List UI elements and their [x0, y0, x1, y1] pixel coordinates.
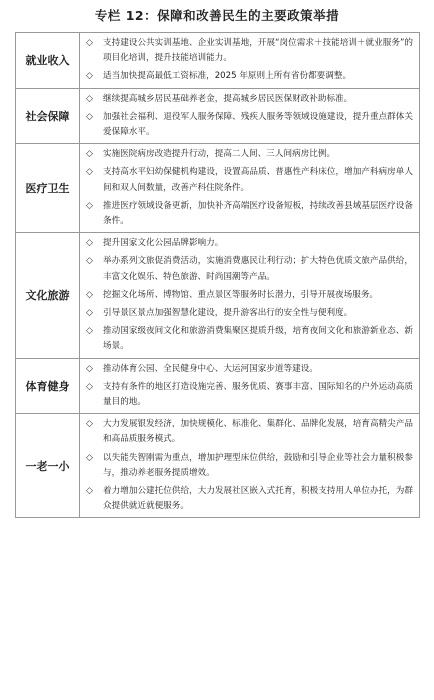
diamond-bullet-icon: ◇: [86, 381, 93, 392]
policy-item-text: 推动体育公园、全民健身中心、大运河国家步道等建设。: [103, 363, 318, 374]
policy-items: [80, 414, 420, 518]
diamond-bullet-icon: ◇: [86, 71, 93, 82]
policy-item-text: 支持建设公共实训基地、企业实训基地，开展“岗位需求＋技能培训＋就业服务”的项目化培训，提升技能培训能力。: [103, 38, 413, 64]
policy-row: [16, 233, 420, 358]
policy-item-text: 实施医院病房改造提升行动，提高二人间、三人间病房比例。: [103, 149, 336, 160]
policy-item-text: 举办系列文旅促消费活动，实施消费惠民让利行动；扩大特色优质文旅产品供给，丰富文化娱乐、特色旅游、时尚国潮等产品。: [103, 256, 413, 282]
policy-item-text: 引导景区景点加强智慧化建设，提升游客出行的安全性与便利度。: [103, 308, 353, 319]
diamond-bullet-icon: ◇: [86, 149, 93, 160]
diamond-bullet-icon: ◇: [86, 308, 93, 319]
policy-item: [86, 69, 413, 84]
policy-row: [16, 358, 420, 414]
policy-item: [86, 199, 413, 229]
policy-item-text: 以失能失智刚需为重点，增加护理型床位供给，鼓励和引导企业等社会力量积极参与，推动养老服务提质增效。: [103, 452, 413, 478]
diamond-bullet-icon: ◇: [86, 200, 93, 211]
policy-item-text: 推进医疗领域设备更新，加快补齐高端医疗设备短板，持续改善县域基层医疗设备条件。: [103, 200, 413, 227]
policy-item-text: 继续提高城乡居民基础养老金，提高城乡居民医保财政补助标准。: [103, 93, 353, 104]
policy-item: [86, 362, 413, 377]
policy-item: [86, 254, 413, 284]
policy-row: [16, 414, 420, 518]
policy-item: [86, 306, 413, 321]
diamond-bullet-icon: ◇: [86, 326, 93, 337]
policy-row: [16, 144, 420, 233]
category-label: 文化旅游: [16, 233, 80, 358]
diamond-bullet-icon: ◇: [86, 289, 93, 300]
policy-items: [80, 33, 420, 89]
policy-item-text: 大力发展银发经济，加快规模化、标准化、集群化、品牌化发展，培育高精尖产品和高品质服务模式。: [103, 419, 413, 445]
policy-row: [16, 88, 420, 144]
policy-items: [80, 144, 420, 233]
policy-item-text: 支持高水平妇幼保健机构建设，设置高品质、普惠性产科床位，增加产科病房单人间和双人间数量，改善产科住院条件。: [103, 167, 413, 193]
policy-item-text: 适当加快提高最低工资标准，2025 年原则上所有省份都要调整。: [103, 71, 352, 82]
policy-item-text: 挖掘文化场所、博物馆、重点景区等服务时长潜力，引导开展夜场服务。: [103, 289, 379, 300]
policy-item: [86, 36, 413, 66]
policy-item: [86, 165, 413, 195]
diamond-bullet-icon: ◇: [86, 486, 93, 497]
policy-item: [86, 110, 413, 140]
policy-item-text: 支持有条件的地区打造设施完善、服务优质、赛事丰富、国际知名的户外运动高质量目的地。: [103, 381, 413, 408]
policy-item: [86, 380, 413, 410]
category-label: 社会保障: [16, 88, 80, 144]
policy-item: [86, 451, 413, 481]
category-label: 医疗卫生: [16, 144, 80, 233]
diamond-bullet-icon: ◇: [86, 167, 93, 178]
policy-item: [86, 236, 413, 251]
diamond-bullet-icon: ◇: [86, 363, 93, 374]
policy-item-text: 推动国家级夜间文化和旅游消费集聚区提质升级，培育夜间文化和旅游新业态、新场景。: [103, 326, 413, 352]
diamond-bullet-icon: ◇: [86, 256, 93, 267]
policy-item-text: 加强社会福利、退役军人服务保障、残疾人服务等领域设施建设，提升重点群体关爱保障水平。: [103, 111, 413, 138]
diamond-bullet-icon: ◇: [86, 111, 93, 122]
diamond-bullet-icon: ◇: [86, 419, 93, 430]
policy-table: [15, 32, 420, 518]
category-label: 一老一小: [16, 414, 80, 518]
diamond-bullet-icon: ◇: [86, 238, 93, 249]
policy-item: [86, 288, 413, 303]
policy-item: [86, 92, 413, 107]
diamond-bullet-icon: ◇: [86, 93, 93, 104]
policy-item: [86, 147, 413, 162]
category-label: 体育健身: [16, 358, 80, 414]
policy-item: [86, 417, 413, 447]
policy-items: [80, 233, 420, 358]
diamond-bullet-icon: ◇: [86, 452, 93, 463]
policy-item-text: 提升国家文化公园品牌影响力。: [103, 238, 224, 249]
policy-items: [80, 88, 420, 144]
diamond-bullet-icon: ◇: [86, 38, 93, 48]
policy-items: [80, 358, 420, 414]
policy-item-text: 着力增加公建托位供给，大力发展社区嵌入式托育，积极支持用人单位办托，为群众提供就近就便服务。: [103, 486, 413, 512]
policy-row: [16, 33, 420, 89]
category-label: 就业收入: [16, 33, 80, 89]
column-title: 专栏 12：保障和改善民生的主要政策举措: [94, 8, 340, 23]
policy-item: [86, 324, 413, 354]
policy-item: [86, 484, 413, 514]
